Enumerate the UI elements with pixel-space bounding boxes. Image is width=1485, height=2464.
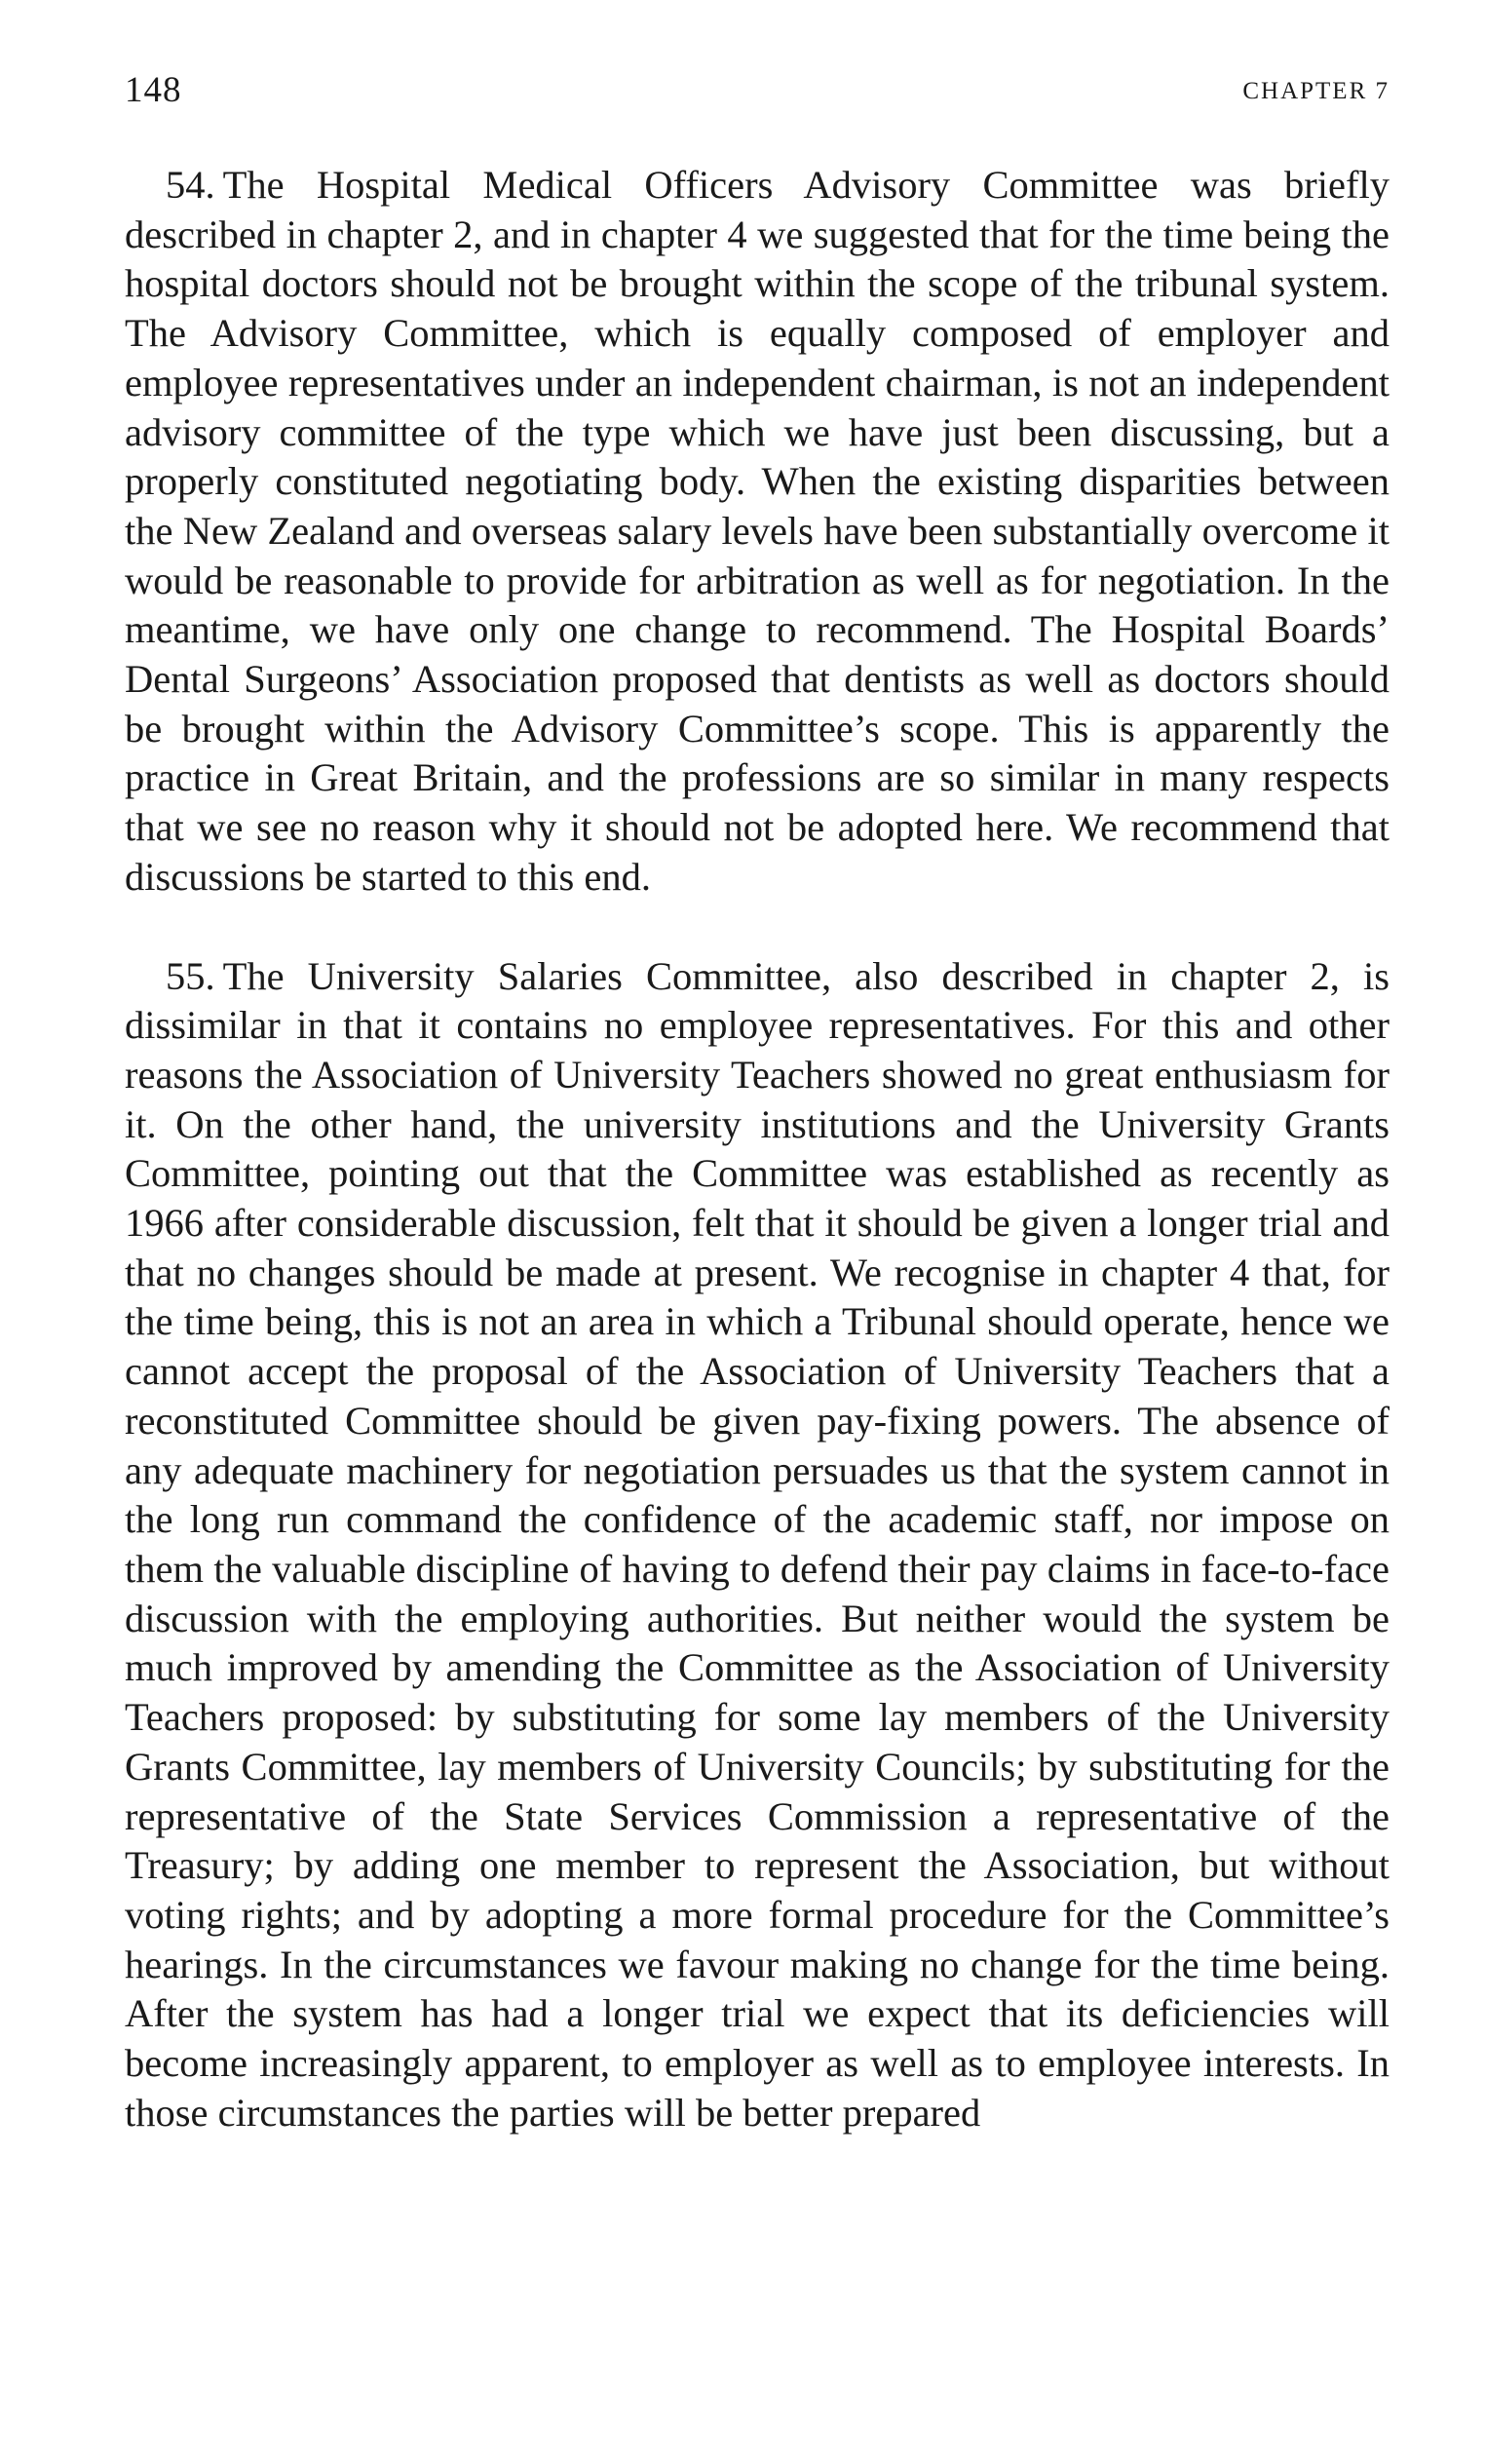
paragraph-number: 54. bbox=[166, 163, 215, 207]
page-number: 148 bbox=[125, 70, 182, 110]
paragraph-text: The University Salaries Committee, also described in chapter 2, is dissimilar in that it contains no employee representatives. For this and other reasons the Association of University Teachers showed no great enthusiasm for it. On the other hand, the university institutions and the University Grants Committee, pointing out that the Committee was established as recently as 1966 after considerable discussion, felt that it should be given a longer trial and that no changes should be made at present. We recognise in chapter 4 that, for the time being, this is not an area in which a Tribunal should operate, hence we cannot accept the proposal of the Association of University Teachers that a reconstituted Committee should be given pay-fixing powers. The absence of any adequate machinery for negotiation persuades us that the system cannot in the long run command the confidence of the academic staff, nor impose on them the valuable discipline of having to defend their pay claims in face-to-face discussion with the employing authorities. But neither would the system be much improved by amending the Committee as the Association of University Teachers proposed: by substituting for some lay members of the University Grants Committee, lay members of University Councils; by substituting for the representative of the State Services Commission a representative of the Treasury; by adding one member to represent the Association, but without voting rights; and by adopting a more formal procedure for the Committee’s hearings. In the circumstances we favour making no change for the time being. After the system has had a longer trial we expect that its deficiencies will become increasingly apparent, to employer as well as to employee interests. In those circumstances the parties will be better prepared bbox=[125, 953, 1390, 2135]
page-header bbox=[125, 66, 1390, 115]
body-text bbox=[125, 161, 1390, 2137]
paragraph-number: 55. bbox=[166, 953, 215, 998]
paragraph-54 bbox=[125, 161, 1390, 903]
running-head: CHAPTER 7 bbox=[1242, 78, 1390, 104]
paragraph-55 bbox=[125, 952, 1390, 2138]
paragraph-text: The Hospital Medical Officers Advisory Committee was briefly described in chapter 2, and in chapter 4 we suggested that for the time being the hospital doctors should not be brought within the scope of the tribunal system. The Advisory Committee, which is equally composed of employer and employee representatives under an independent chairman, is not an independent advisory committee of the type which we have just been discussing, but a properly constituted negotiating body. When the existing disparities between the New Zealand and overseas salary levels have been substantially overcome it would be reasonable to provide for arbitration as well as for negotiation. In the meantime, we have only one change to recommend. The Hospital Boards’ Dental Surgeons’ Association proposed that dentists as well as doctors should be brought within the Advisory Committee’s scope. This is apparently the practice in Great Britain, and the professions are so similar in many respects that we see no reason why it should not be adopted here. We recommend that discussions be started to this end. bbox=[125, 163, 1390, 899]
